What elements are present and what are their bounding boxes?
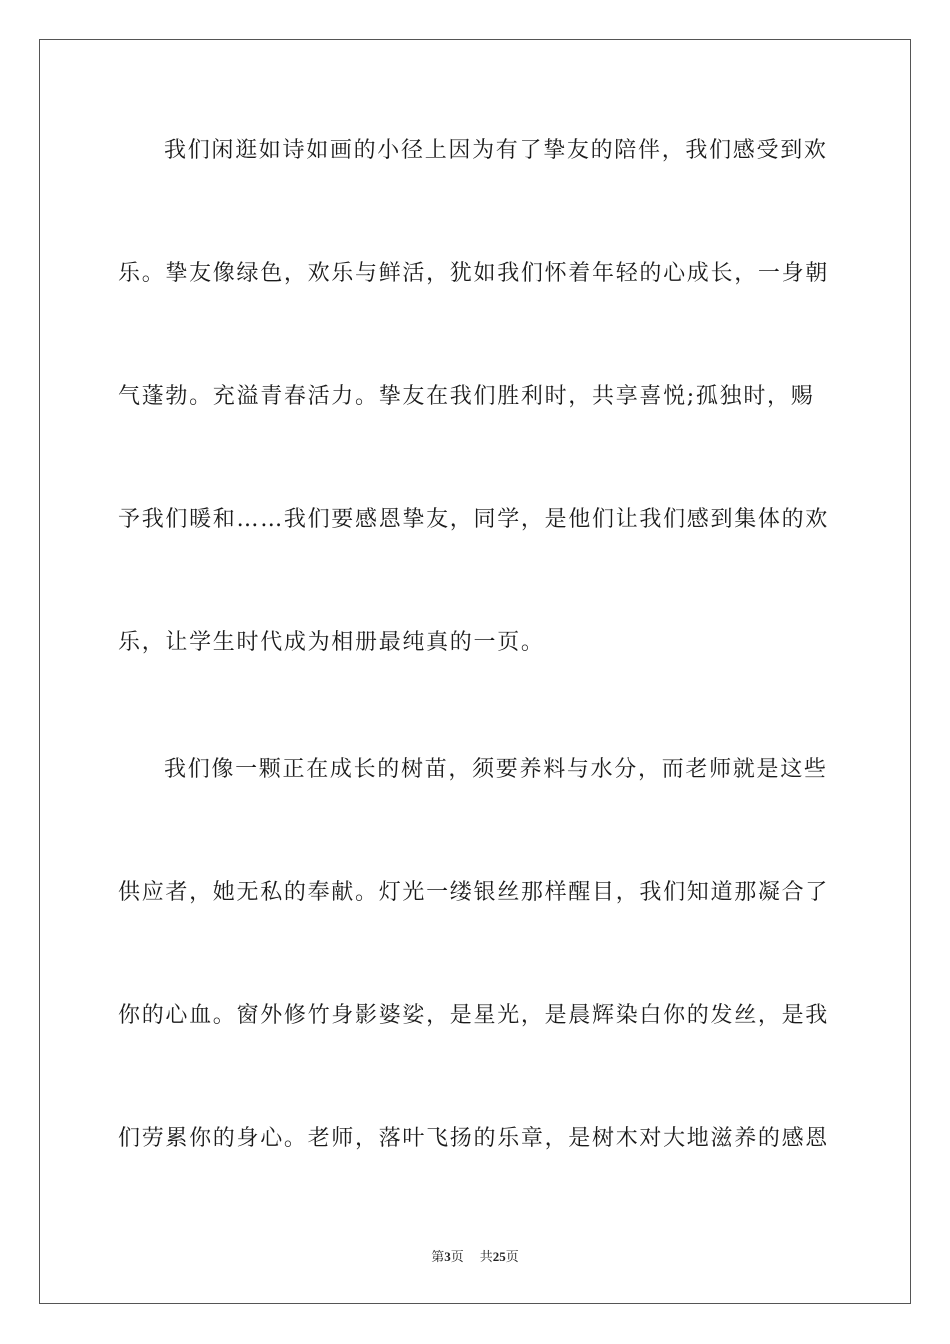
paragraph-1-line-1: 我们闲逛如诗如画的小径上因为有了挚友的陪伴，我们感受到欢 — [164, 138, 828, 163]
total-pages: 25 — [492, 1249, 506, 1264]
paragraph-1-line-2: 乐。挚友像绿色，欢乐与鲜活，犹如我们怀着年轻的心成长，一身朝 — [118, 261, 830, 286]
paragraph-2-line-2: 供应者，她无私的奉献。灯光一缕银丝那样醒目，我们知道那凝合了 — [118, 880, 830, 905]
page-label-prefix: 第 — [431, 1250, 445, 1265]
page-border — [39, 39, 911, 1304]
page-footer — [0, 1248, 950, 1267]
page-label-suffix: 页 — [450, 1250, 464, 1265]
paragraph-1-line-3: 气蓬勃。充溢青春活力。挚友在我们胜利时，共享喜悦;孤独时，赐 — [118, 384, 815, 409]
total-label-suffix: 页 — [505, 1250, 519, 1265]
paragraph-2-line-3: 你的心血。窗外修竹身影婆娑，是星光，是晨辉染白你的发丝，是我 — [118, 1003, 830, 1028]
paragraph-1-line-4: 予我们暖和……我们要感恩挚友，同学，是他们让我们感到集体的欢 — [118, 507, 830, 532]
page-number: 3 — [444, 1249, 451, 1264]
paragraph-2-line-4: 们劳累你的身心。老师，落叶飞扬的乐章，是树木对大地滋养的感恩 — [118, 1126, 830, 1151]
paragraph-2-line-1: 我们像一颗正在成长的树苗，须要养料与水分，而老师就是这些 — [164, 757, 828, 782]
total-label-prefix: 共 — [479, 1250, 493, 1265]
paragraph-1-line-5: 乐，让学生时代成为相册最纯真的一页。 — [118, 630, 545, 655]
